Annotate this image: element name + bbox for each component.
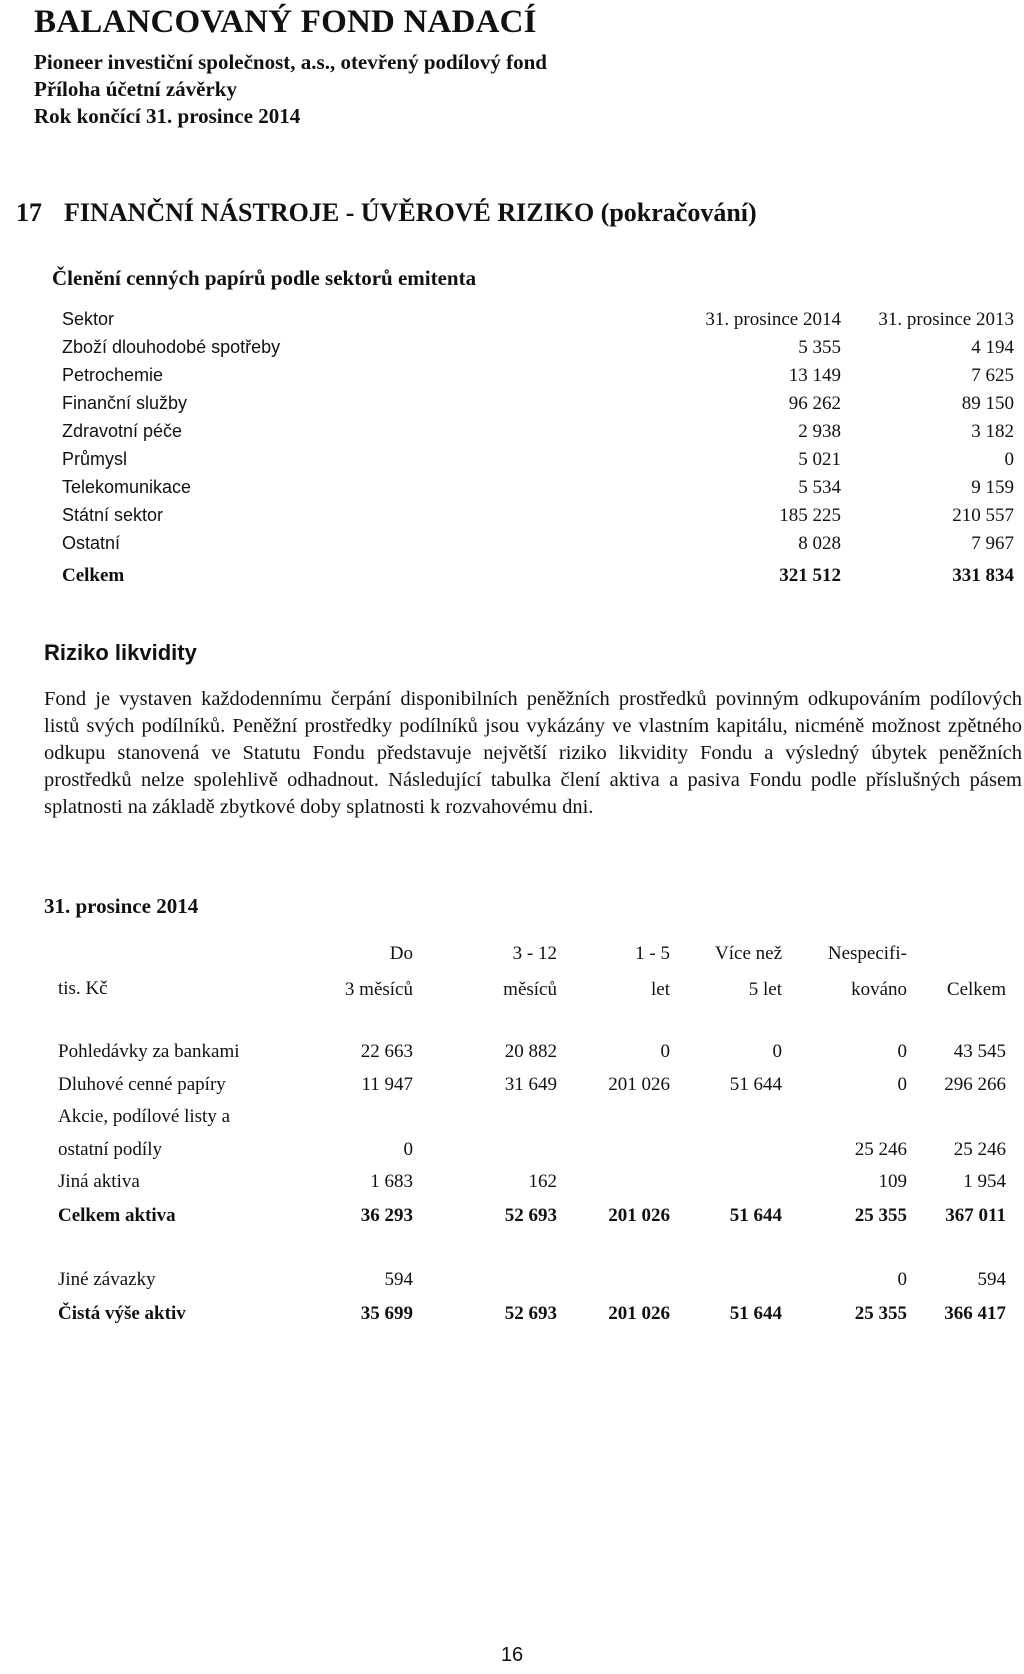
table-cell: 36 293 — [360, 1205, 413, 1226]
table-cell: 0 — [897, 1041, 907, 1062]
liquidity-paragraph: Fond je vystaven každodennímu čerpání disponibilních peněžních prostředků povinným odkupováním podílových listů svých podílníků. Peněžní prostředky podílníků jsou vykázány ve vlastním kapitálu, nicméně možnost zpětného odkupu stanovená ve Statutu Fondu představuje největší riziko likvidity Fondu a výsledný úbytek peněžních prostředků nelze spolehlivě odhadnout. Následující tabulka člení aktiva a pasiva Fondu podle příslušných pásem splatnosti na základě zbytkové doby splatnosti k rozvahovému dni. — [44, 688, 1022, 818]
value-2013: 4 194 — [971, 337, 1014, 358]
column-header-line2: let — [651, 979, 670, 1000]
table-cell: 0 — [772, 1041, 782, 1062]
value-2013: 7 625 — [971, 365, 1014, 386]
sector-subheading: Členění cenných papírů podle sektorů emitenta — [52, 266, 477, 290]
value-2013: 0 — [1004, 449, 1014, 470]
value-2014: 321 512 — [779, 565, 841, 586]
value-2014: 96 262 — [788, 393, 841, 414]
row-label: Pohledávky za bankami — [58, 1041, 240, 1062]
sector-label: Průmysl — [62, 449, 128, 469]
table-cell: 25 355 — [854, 1303, 907, 1324]
column-header-line1: 1 - 5 — [635, 943, 670, 964]
sector-label: Telekomunikace — [62, 477, 192, 497]
sector-table-header — [62, 309, 1014, 337]
table-row — [62, 449, 1014, 477]
table-row — [58, 1171, 1008, 1201]
sector-label: Ostatní — [62, 533, 121, 553]
column-header-line1: Do — [389, 943, 413, 964]
table-cell: 52 693 — [504, 1303, 557, 1324]
sector-label: Zboží dlouhodobé spotřeby — [62, 337, 281, 357]
table-row — [62, 393, 1014, 421]
value-2013: 331 834 — [952, 565, 1014, 586]
value-2013: 7 967 — [971, 533, 1014, 554]
sector-label: Finanční služby — [62, 393, 188, 413]
table-cell: 51 644 — [729, 1074, 782, 1095]
column-header-line2: Celkem — [946, 979, 1006, 1000]
sector-label: Celkem — [62, 565, 125, 586]
table-cell: 43 545 — [953, 1041, 1006, 1062]
sector-label: Státní sektor — [62, 505, 164, 525]
table-row — [62, 477, 1014, 505]
value-2014: 185 225 — [779, 505, 841, 526]
table-row — [62, 505, 1014, 533]
value-2013: 89 150 — [961, 393, 1014, 414]
page-number: 16 — [500, 1644, 524, 1666]
column-header-line2: 3 měsíců — [344, 979, 413, 1000]
table-cell: 52 693 — [504, 1205, 557, 1226]
table-cell: 162 — [528, 1171, 557, 1192]
table-cell: 0 — [897, 1074, 907, 1095]
table-cell: 594 — [384, 1269, 413, 1290]
table-cell: 201 026 — [608, 1205, 670, 1226]
table-cell: 1 683 — [370, 1171, 413, 1192]
value-2014: 5 534 — [798, 477, 841, 498]
value-2013: 9 159 — [971, 477, 1014, 498]
table-cell: 367 011 — [945, 1205, 1006, 1226]
row-label: Čistá výše aktiv — [58, 1303, 186, 1324]
section-number: 17 — [16, 198, 42, 227]
row-label: Celkem aktiva — [58, 1205, 176, 1226]
table-cell: 25 355 — [854, 1205, 907, 1226]
value-2014: 2 938 — [798, 421, 841, 442]
value-2013: 210 557 — [952, 505, 1014, 526]
row-label: Akcie, podílové listy a — [58, 1106, 231, 1127]
column-header-sector: Sektor — [62, 309, 115, 329]
value-2013: 3 182 — [971, 421, 1014, 442]
table-cell: 109 — [878, 1171, 907, 1192]
table-cell: 22 663 — [360, 1041, 413, 1062]
column-header-line1: 3 - 12 — [512, 943, 557, 964]
table-cell: 31 649 — [504, 1074, 557, 1095]
column-header-line1: Nespecifi- — [827, 943, 907, 964]
value-2014: 13 149 — [788, 365, 841, 386]
table-row — [58, 1106, 1008, 1136]
column-header-2013: 31. prosince 2013 — [878, 309, 1014, 330]
table-row — [58, 1074, 1008, 1104]
table-cell: 201 026 — [608, 1303, 670, 1324]
table-cell: 366 417 — [944, 1303, 1006, 1324]
column-header-line2: kováno — [851, 979, 907, 1000]
table-row — [62, 365, 1014, 393]
table-row — [62, 533, 1014, 561]
table-cell: 296 266 — [944, 1074, 1006, 1095]
unit-label: tis. Kč — [58, 978, 108, 999]
section-title: FINANČNÍ NÁSTROJE - ÚVĚROVÉ RIZIKO (pokračování) — [64, 198, 757, 227]
sector-label: Zdravotní péče — [62, 421, 183, 441]
document-title: BALANCOVANÝ FOND NADACÍ — [34, 4, 537, 40]
column-header-line2: 5 let — [748, 979, 782, 1000]
table-cell: 51 644 — [729, 1205, 782, 1226]
year-line: Rok končící 31. prosince 2014 — [34, 104, 301, 128]
appendix-line: Příloha účetní závěrky — [34, 77, 237, 101]
liquidity-heading: Riziko likvidity — [44, 640, 197, 665]
table-cell: 201 026 — [608, 1074, 670, 1095]
table-row — [58, 1205, 1008, 1235]
row-label: Dluhové cenné papíry — [58, 1074, 226, 1095]
maturity-date-heading: 31. prosince 2014 — [44, 894, 199, 918]
value-2014: 5 355 — [798, 337, 841, 358]
table-cell: 0 — [660, 1041, 670, 1062]
table-cell: 0 — [403, 1139, 413, 1160]
column-header-line2: měsíců — [503, 979, 557, 1000]
table-row — [58, 1303, 1008, 1333]
table-cell: 51 644 — [729, 1303, 782, 1324]
value-2014: 8 028 — [798, 533, 841, 554]
table-cell: 25 246 — [953, 1139, 1006, 1160]
table-cell: 11 947 — [361, 1074, 413, 1095]
row-label: ostatní podíly — [58, 1139, 162, 1160]
value-2014: 5 021 — [798, 449, 841, 470]
table-cell: 25 246 — [854, 1139, 907, 1160]
table-row — [58, 1041, 1008, 1071]
company-line: Pioneer investiční společnost, a.s., otevřený podílový fond — [34, 50, 547, 74]
table-row — [62, 421, 1014, 449]
table-cell: 20 882 — [504, 1041, 557, 1062]
row-label: Jiná aktiva — [58, 1171, 140, 1192]
table-row — [58, 1269, 1008, 1299]
table-row — [62, 337, 1014, 365]
table-cell: 1 954 — [963, 1171, 1006, 1192]
column-header-2014: 31. prosince 2014 — [705, 309, 841, 330]
table-cell: 0 — [897, 1269, 907, 1290]
sector-label: Petrochemie — [62, 365, 164, 385]
table-row — [62, 565, 1014, 593]
table-row — [58, 1139, 1008, 1169]
row-label: Jiné závazky — [58, 1269, 156, 1290]
table-cell: 35 699 — [360, 1303, 413, 1324]
column-header-line1: Více než — [715, 943, 782, 964]
table-cell: 594 — [977, 1269, 1006, 1290]
